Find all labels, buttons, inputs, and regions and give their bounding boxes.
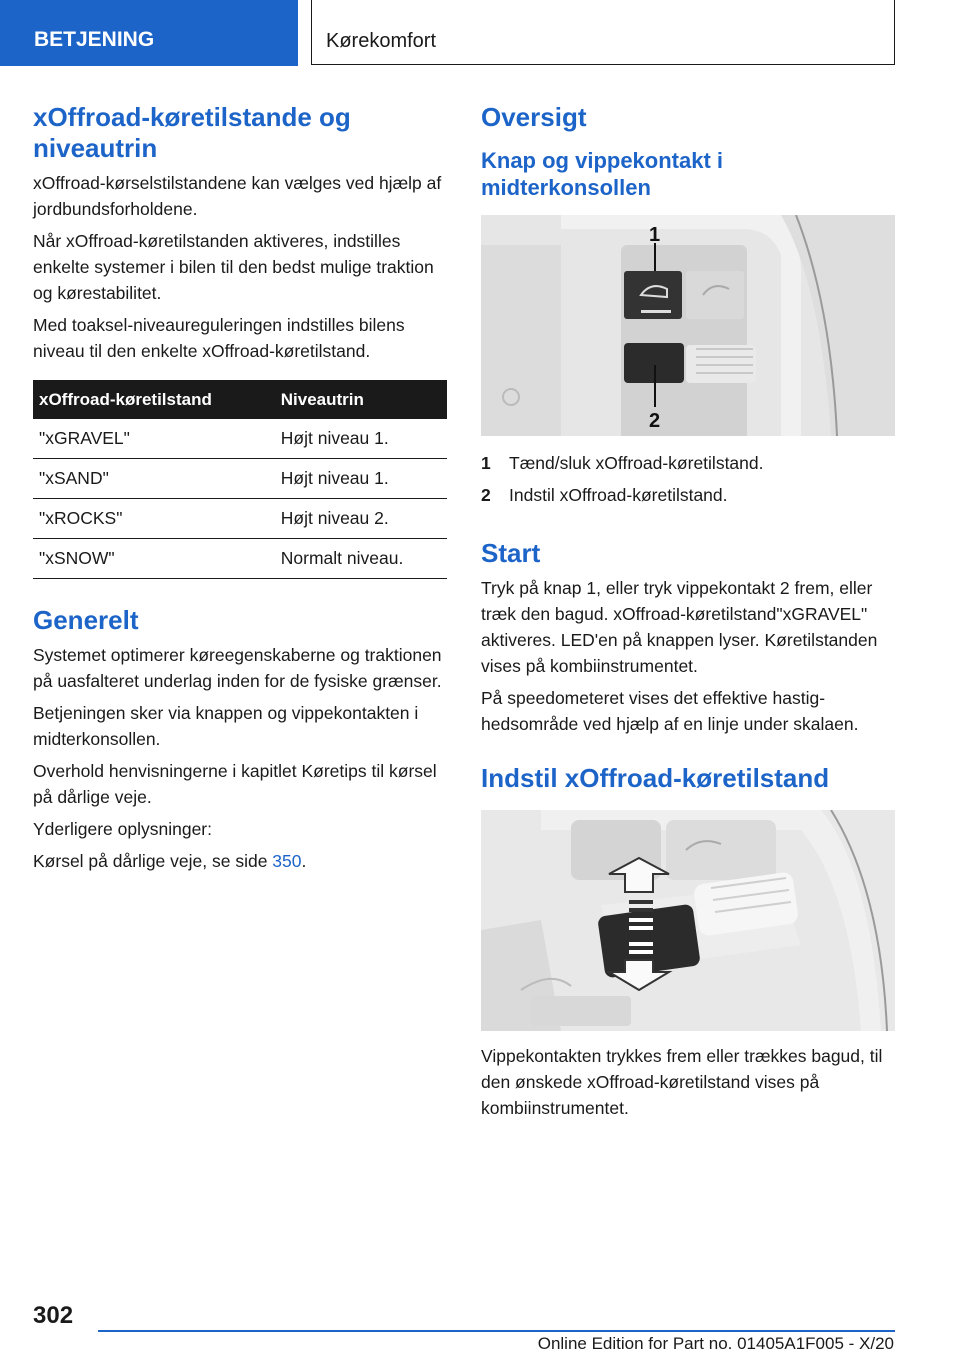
page-number: 302 xyxy=(33,1302,74,1329)
section-title-start: Start xyxy=(481,538,541,568)
legend-text: Indstil xOffroad-køretilstand. xyxy=(509,485,728,505)
table-row xyxy=(33,419,447,459)
page-header xyxy=(0,0,960,66)
legend-item xyxy=(481,450,895,476)
callout-1: 1 xyxy=(649,224,661,246)
right-column xyxy=(481,102,895,1127)
callout-2: 2 xyxy=(649,410,661,432)
paragraph: Yderligere oplysninger: xyxy=(33,819,212,839)
subsection-title: Knap og vippekontakt i midterkonsollen xyxy=(481,148,724,200)
legend-number: 1 xyxy=(481,453,491,473)
paragraph: Systemet optimerer køreegenskaberne og traktionen på uasfalteret underlag inden for de fysiske grænser. xyxy=(33,645,442,691)
paragraph: Tryk på knap 1, eller tryk vippekontakt 2 frem, eller træk den bagud. xOffroad-køretilstand"xGRAVEL" aktiveres. LED'en på knappen lyser. Køretilstanden vises på kombiinstrumentet. xyxy=(481,578,878,676)
table-cell: Højt niveau 2. xyxy=(271,499,447,539)
reference-text: Kørsel på dårlige veje, se side xyxy=(33,851,273,871)
section-title-select-mode: Indstil xOffroad-køretilstand xyxy=(481,763,830,793)
table-row xyxy=(33,499,447,539)
page-link[interactable]: 350 xyxy=(272,851,302,871)
paragraph: Når xOffroad-køretilstanden aktiveres, indstilles enkelte systemer i bilen til den bedst mulige traktion og kørestabilitet. xyxy=(33,231,434,303)
legend-number: 2 xyxy=(481,485,491,505)
section-title-overview: Oversigt xyxy=(481,102,587,132)
left-column xyxy=(33,102,447,880)
table-header: xOffroad-køretilstand xyxy=(33,380,271,419)
table-cell: "xSAND" xyxy=(33,459,271,499)
paragraph: Betjeningen sker via knappen og vippekontakten i midterkonsollen. xyxy=(33,703,419,749)
page-footer xyxy=(0,1290,960,1362)
table-cell: "xROCKS" xyxy=(33,499,271,539)
section-title-xoffroad-modes: xOffroad-køretilstande og niveautrin xyxy=(33,102,351,163)
table-row xyxy=(33,539,447,579)
console-figure xyxy=(481,215,895,436)
modes-table xyxy=(33,380,447,579)
legend-item xyxy=(481,482,895,508)
page-reference xyxy=(33,848,447,874)
table-cell: "xSNOW" xyxy=(33,539,271,579)
paragraph: Med toaksel-niveaureguleringen indstilles bilens niveau til den enkelte xOffroad-køretilstand. xyxy=(33,315,405,361)
table-cell: Højt niveau 1. xyxy=(271,419,447,459)
table-cell: "xGRAVEL" xyxy=(33,419,271,459)
table-row xyxy=(33,459,447,499)
table-cell: Normalt niveau. xyxy=(271,539,447,579)
figure-caption: Vippekontakten trykkes frem eller trækkes bagud, til den ønskede xOffroad-køretilstand vises på kombiinstrumentet. xyxy=(481,1046,883,1118)
edition-note: Online Edition for Part no. 01405A1F005 - X/20 xyxy=(537,1334,894,1353)
section-title-general: Generelt xyxy=(33,605,139,635)
section-tab: BETJENING xyxy=(0,0,298,66)
legend-text: Tænd/sluk xOffroad-køretilstand. xyxy=(509,453,764,473)
table-header: Niveautrin xyxy=(271,380,447,419)
paragraph: xOffroad-kørselstilstandene kan vælges ved hjælp af jordbundsforholdene. xyxy=(33,173,442,219)
paragraph: Overhold henvisningerne i kapitlet Køretips til kørsel på dårlige veje. xyxy=(33,761,437,807)
chapter-title: Kørekomfort xyxy=(311,0,895,65)
footer-divider xyxy=(98,1330,895,1332)
reference-end: . xyxy=(301,851,307,871)
paragraph: På speedometeret vises det effektive hastighedsområde ved hjælp af en linje under skalaen. xyxy=(481,688,859,734)
table-cell: Højt niveau 1. xyxy=(271,459,447,499)
figure-legend xyxy=(481,450,895,508)
rocker-switch-figure xyxy=(481,810,895,1031)
table-header-row xyxy=(33,380,447,419)
